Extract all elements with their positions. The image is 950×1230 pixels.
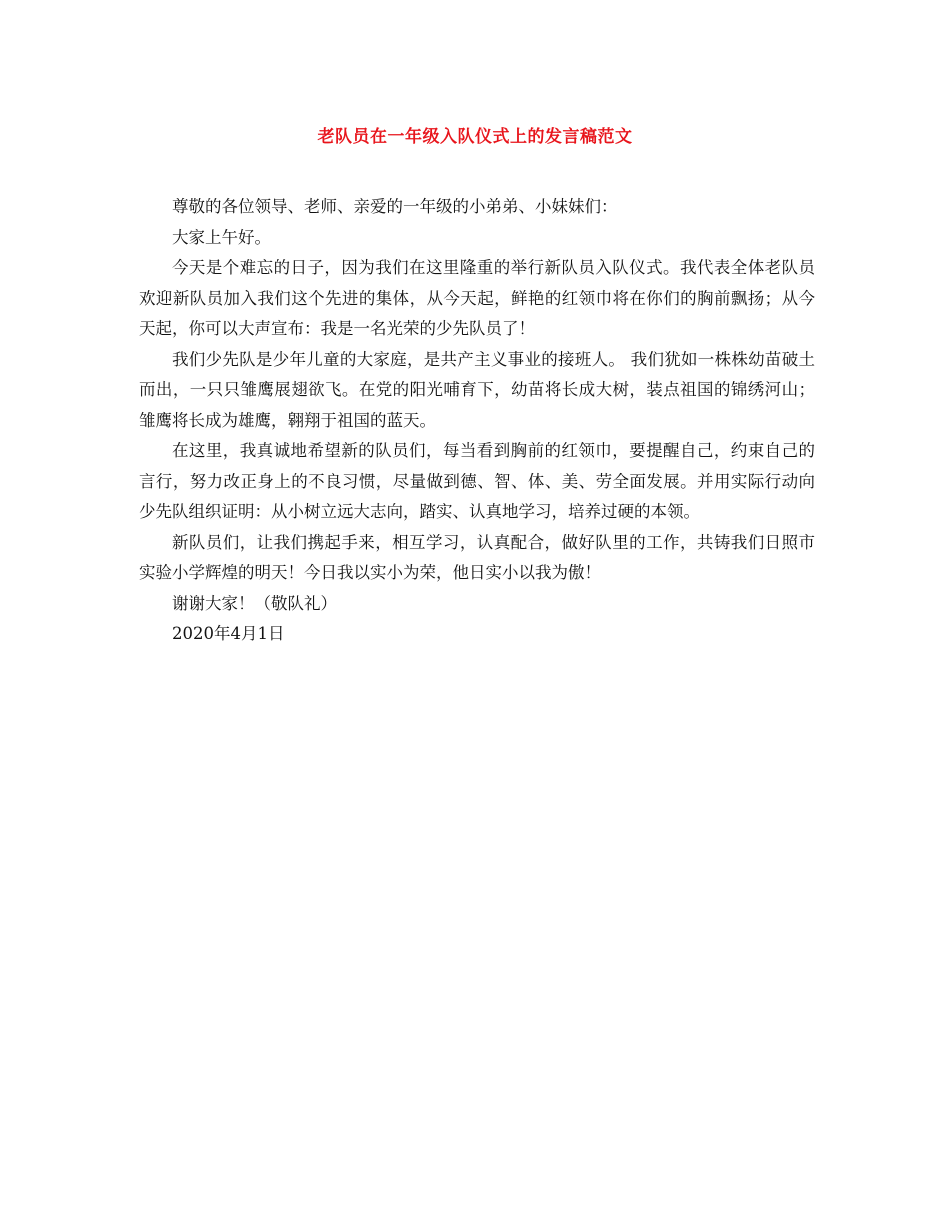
- greeting: 大家上午好。: [172, 227, 271, 247]
- document-title: 老队员在一年级入队仪式上的发言稿范文: [317, 127, 633, 147]
- date: 2020年4月1日: [172, 624, 285, 643]
- salutation: 尊敬的各位领导、老师、亲爱的一年级的小弟弟、小妹妹们：: [172, 197, 618, 216]
- paragraph: 在这里，我真诚地希望新的队员们，每当看到胸前的红领巾，要提醒自己，约束自己的言行，努力改正身上的不良习惯，尽量做到德、智、体、美、劳全面发展。并用实际行动向少先队组织证明：从小树立远大志向，踏实、认真地学习，培养过硬的本领。: [139, 441, 815, 521]
- closing: 谢谢大家！（敬队礼）: [172, 593, 337, 613]
- document-body: [139, 192, 815, 650]
- paragraph: 今天是个难忘的日子，因为我们在这里隆重的举行新队员入队仪式。我代表全体老队员欢迎新队员加入我们这个先进的集体，从今天起，鲜艳的红领巾将在你们的胸前飘扬；从今天起，你可以大声宣布：我是一名光荣的少先队员了！: [139, 258, 815, 338]
- paragraph: 我们少先队是少年儿童的大家庭，是共产主义事业的接班人。 我们犹如一株株幼苗破土而出，一只只雏鹰展翅欲飞。在党的阳光哺育下，幼苗将长成大树，装点祖国的锦绣河山；雏鹰将长成为雄鹰，翱翔于祖国的蓝天。: [139, 349, 815, 430]
- paragraph: 新队员们，让我们携起手来，相互学习，认真配合，做好队里的工作，共铸我们日照市实验小学辉煌的明天！今日我以实小为荣，他日实小以我为傲！: [139, 532, 815, 582]
